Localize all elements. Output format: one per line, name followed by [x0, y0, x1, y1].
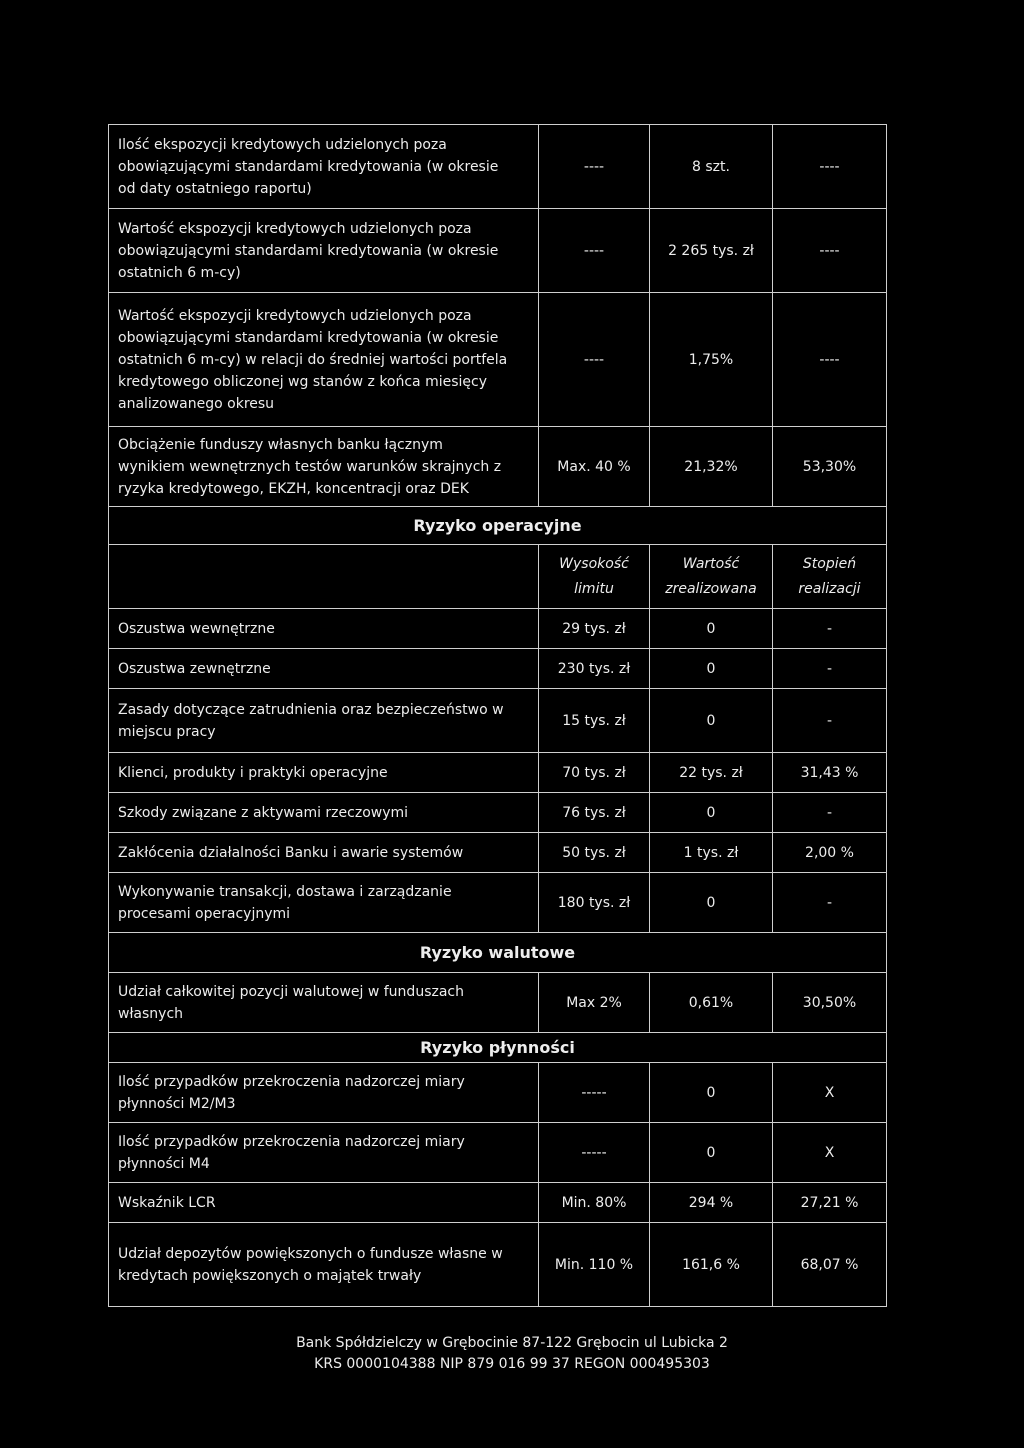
section-currency-risk — [109, 933, 887, 973]
value-cell: 0 — [650, 793, 773, 833]
row-label: Zakłócenia działalności Banku i awarie systemów — [109, 833, 539, 873]
limit-cell: 50 tys. zł — [539, 833, 650, 873]
row-label: Wartość ekspozycji kredytowych udzielonych poza obowiązującymi standardami kredytowania (w okresie ostatnich 6 m-cy) — [109, 209, 539, 293]
value-cell: 1 tys. zł — [650, 833, 773, 873]
table-row — [109, 1183, 887, 1223]
limit-cell: ---- — [539, 125, 650, 209]
degree-cell: 53,30% — [773, 427, 887, 507]
row-label: Oszustwa zewnętrzne — [109, 649, 539, 689]
value-cell: 22 tys. zł — [650, 753, 773, 793]
table-row — [109, 753, 887, 793]
limit-cell: ----- — [539, 1063, 650, 1123]
row-label: Klienci, produkty i praktyki operacyjne — [109, 753, 539, 793]
limit-cell: Min. 80% — [539, 1183, 650, 1223]
value-cell: 0 — [650, 609, 773, 649]
limit-cell: Min. 110 % — [539, 1223, 650, 1307]
row-label: Ilość ekspozycji kredytowych udzielonych poza obowiązującymi standardami kredytowania (w okresie od daty ostatniego raportu) — [109, 125, 539, 209]
table-row — [109, 973, 887, 1033]
degree-cell: - — [773, 649, 887, 689]
header-blank — [109, 545, 539, 609]
value-cell: 21,32% — [650, 427, 773, 507]
row-label: Zasady dotyczące zatrudnienia oraz bezpieczeństwo w miejscu pracy — [109, 689, 539, 753]
table-row — [109, 1223, 887, 1307]
table-row — [109, 293, 887, 427]
value-cell: 0 — [650, 649, 773, 689]
row-label: Udział depozytów powiększonych o fundusze własne w kredytach powiększonych o majątek trwały — [109, 1223, 539, 1307]
value-cell: 294 % — [650, 1183, 773, 1223]
limit-cell: ---- — [539, 293, 650, 427]
footer-registry: KRS 0000104388 NIP 879 016 99 37 REGON 000495303 — [314, 1356, 710, 1372]
value-cell: 2 265 tys. zł — [650, 209, 773, 293]
value-cell: 161,6 % — [650, 1223, 773, 1307]
footer-address: Bank Spółdzielczy w Grębocinie 87-122 Grębocin ul Lubicka 2 — [296, 1335, 728, 1351]
footer — [0, 1333, 1024, 1375]
value-cell: 0 — [650, 1123, 773, 1183]
value-cell: 0 — [650, 689, 773, 753]
row-label: Ilość przypadków przekroczenia nadzorczej miary płynności M2/M3 — [109, 1063, 539, 1123]
column-header-row — [109, 545, 887, 609]
table-row — [109, 649, 887, 689]
value-cell: 0 — [650, 873, 773, 933]
table-row — [109, 833, 887, 873]
risk-limits-table — [108, 124, 887, 1307]
degree-cell: 68,07 % — [773, 1223, 887, 1307]
row-label: Oszustwa wewnętrzne — [109, 609, 539, 649]
degree-cell: - — [773, 609, 887, 649]
limit-cell: 15 tys. zł — [539, 689, 650, 753]
table-row — [109, 209, 887, 293]
table-row — [109, 125, 887, 209]
limit-cell: ----- — [539, 1123, 650, 1183]
section-operational-risk — [109, 507, 887, 545]
limit-cell: Max. 40 % — [539, 427, 650, 507]
row-label: Wskaźnik LCR — [109, 1183, 539, 1223]
limit-cell: 180 tys. zł — [539, 873, 650, 933]
row-label: Szkody związane z aktywami rzeczowymi — [109, 793, 539, 833]
degree-cell: - — [773, 793, 887, 833]
header-value: Wartość zrealizowana — [650, 545, 773, 609]
degree-cell: 31,43 % — [773, 753, 887, 793]
limit-cell: 230 tys. zł — [539, 649, 650, 689]
table-row — [109, 689, 887, 753]
header-limit: Wysokość limitu — [539, 545, 650, 609]
table-row — [109, 609, 887, 649]
value-cell: 0,61% — [650, 973, 773, 1033]
header-degree: Stopień realizacji — [773, 545, 887, 609]
table-row — [109, 1063, 887, 1123]
row-label: Udział całkowitej pozycji walutowej w funduszach własnych — [109, 973, 539, 1033]
value-cell: 8 szt. — [650, 125, 773, 209]
degree-cell: 27,21 % — [773, 1183, 887, 1223]
section-title: Ryzyko walutowe — [109, 933, 887, 973]
limit-cell: 29 tys. zł — [539, 609, 650, 649]
row-label: Wartość ekspozycji kredytowych udzielonych poza obowiązującymi standardami kredytowania (w okresie ostatnich 6 m-cy) w relacji do średniej wartości portfela kredytowego obliczonej wg stanów z końca miesięcy analizowanego okresu — [109, 293, 539, 427]
table-row — [109, 873, 887, 933]
degree-cell: 2,00 % — [773, 833, 887, 873]
degree-cell: - — [773, 689, 887, 753]
degree-cell: X — [773, 1123, 887, 1183]
table-row — [109, 427, 887, 507]
degree-cell: ---- — [773, 293, 887, 427]
row-label: Wykonywanie transakcji, dostawa i zarządzanie procesami operacyjnymi — [109, 873, 539, 933]
limit-cell: Max 2% — [539, 973, 650, 1033]
table-row — [109, 1123, 887, 1183]
section-title: Ryzyko operacyjne — [109, 507, 887, 545]
row-label: Ilość przypadków przekroczenia nadzorczej miary płynności M4 — [109, 1123, 539, 1183]
limit-cell: ---- — [539, 209, 650, 293]
section-title: Ryzyko płynności — [109, 1033, 887, 1063]
section-liquidity-risk — [109, 1033, 887, 1063]
value-cell: 0 — [650, 1063, 773, 1123]
value-cell: 1,75% — [650, 293, 773, 427]
table-row — [109, 793, 887, 833]
degree-cell: 30,50% — [773, 973, 887, 1033]
degree-cell: X — [773, 1063, 887, 1123]
degree-cell: ---- — [773, 125, 887, 209]
degree-cell: ---- — [773, 209, 887, 293]
degree-cell: - — [773, 873, 887, 933]
row-label: Obciążenie funduszy własnych banku łącznym wynikiem wewnętrznych testów warunków skrajnych z ryzyka kredytowego, EKZH, koncentracji oraz DEK — [109, 427, 539, 507]
limit-cell: 76 tys. zł — [539, 793, 650, 833]
limit-cell: 70 tys. zł — [539, 753, 650, 793]
